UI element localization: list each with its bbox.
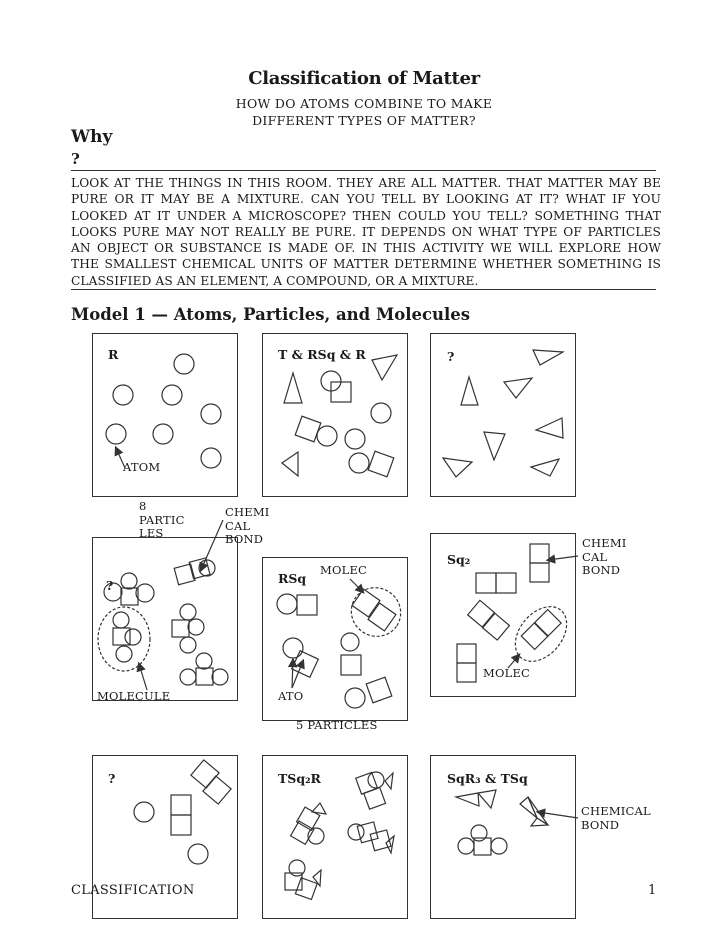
circle-shape	[116, 646, 132, 662]
chem-bond-b-line-3: BOND	[582, 563, 621, 577]
square-shape	[521, 623, 548, 650]
footer-page-number: 1	[648, 883, 657, 898]
square-shape	[534, 610, 561, 637]
eight-particles-line-3: LES	[139, 526, 164, 540]
square-shape	[476, 573, 496, 593]
square-shape	[121, 588, 138, 605]
circle-shape	[188, 844, 208, 864]
square-shape	[364, 787, 386, 809]
molecule-label: MOLECULE	[97, 689, 171, 703]
circle-shape	[201, 404, 221, 424]
chemical-bond-c-line-2: BOND	[581, 817, 620, 832]
square-shape	[530, 563, 549, 582]
panel-2-label: T & RSq & R	[278, 347, 366, 362]
circle-shape	[162, 385, 182, 405]
triangle-shape	[372, 355, 397, 380]
circle-shape	[345, 688, 365, 708]
panel-3-label: ?	[447, 349, 455, 364]
chem-bond-a-line-1: CHEMI	[225, 505, 270, 519]
square-shape	[331, 382, 351, 402]
panel-7-label: ?	[108, 771, 116, 786]
five-particles-label: 5 PARTICLES	[296, 718, 378, 732]
circle-shape	[283, 638, 303, 658]
square-shape	[292, 651, 319, 678]
panel-6-label: Sq₂	[447, 552, 471, 567]
triangle-shape	[533, 350, 563, 365]
circle-shape	[134, 802, 154, 822]
triangle-shape	[443, 458, 472, 477]
triangle-shape	[536, 418, 563, 438]
chemical-bond-c-line-1: CHEMICAL	[581, 804, 651, 818]
circle-shape	[106, 424, 126, 444]
circle-shape	[277, 594, 297, 614]
triangle-shape	[528, 797, 548, 825]
why-question: ?	[71, 150, 80, 168]
square-shape	[356, 772, 378, 794]
panel-1-label: R	[108, 347, 119, 362]
circle-shape	[180, 669, 196, 685]
square-shape	[203, 776, 231, 804]
square-shape	[457, 663, 476, 682]
triangle-shape	[531, 459, 559, 476]
triangle-shape	[484, 432, 505, 460]
square-shape	[468, 600, 495, 627]
circle-shape	[180, 604, 196, 620]
circle-shape	[345, 429, 365, 449]
molecule-outline	[505, 597, 577, 671]
square-shape	[191, 760, 219, 788]
triangle-shape	[478, 790, 496, 808]
circle-shape	[136, 584, 154, 602]
model-heading: Model 1 — Atoms, Particles, and Molecules	[71, 305, 471, 324]
circle-shape	[125, 629, 141, 645]
square-shape	[352, 589, 380, 617]
subtitle-line-2: DIFFERENT TYPES OF MATTER?	[252, 113, 476, 128]
arrow-line	[538, 812, 578, 818]
footer-section-title: CLASSIFICATION	[71, 883, 195, 898]
circle-shape	[196, 653, 212, 669]
triangle-shape	[461, 377, 478, 405]
document-title: Classification of Matter	[248, 68, 480, 89]
arrow-line	[548, 556, 578, 560]
molecule-outline	[342, 578, 410, 646]
square-shape	[297, 595, 317, 615]
molec-label-p5: MOLEC	[320, 563, 368, 577]
subtitle-line-1: HOW DO ATOMS COMBINE TO MAKE	[235, 96, 493, 111]
triangle-shape	[312, 803, 326, 814]
panel-8-label: TSq₂R	[278, 771, 321, 786]
triangle-shape	[282, 452, 298, 476]
circle-shape	[174, 354, 194, 374]
panel-5-label: RSq	[278, 571, 307, 586]
circle-shape	[371, 403, 391, 423]
square-shape	[171, 795, 191, 815]
ato-label-p5: ATO	[278, 689, 304, 703]
circle-shape	[317, 426, 337, 446]
eight-particles-line-1: 8	[139, 499, 147, 513]
square-shape	[366, 677, 392, 703]
arrow-line	[292, 660, 293, 688]
circle-shape	[491, 838, 507, 854]
square-shape	[496, 573, 516, 593]
molec-label-p6: MOLEC	[483, 666, 531, 680]
circle-shape	[341, 633, 359, 651]
arrow-line	[116, 448, 125, 468]
circle-shape	[113, 612, 129, 628]
arrow-line	[139, 664, 147, 690]
triangle-shape	[456, 793, 479, 806]
square-shape	[341, 655, 361, 675]
panel-9-label: SqR₃ & TSq	[447, 771, 528, 786]
arrow-line	[508, 655, 519, 668]
circle-shape	[153, 424, 173, 444]
square-shape	[483, 613, 510, 640]
triangle-shape	[284, 373, 302, 403]
atom-label: ATOM	[123, 460, 161, 474]
circle-shape	[104, 583, 122, 601]
why-heading: Why	[71, 127, 113, 147]
square-shape	[457, 644, 476, 663]
square-shape	[172, 620, 189, 637]
circle-shape	[349, 453, 369, 473]
eight-particles-line-2: PARTIC	[139, 512, 185, 527]
square-shape	[196, 668, 213, 685]
circle-shape	[348, 824, 364, 840]
circle-shape	[113, 385, 133, 405]
chem-bond-b-line-1: CHEMI	[582, 536, 627, 550]
circle-shape	[180, 637, 196, 653]
square-shape	[295, 878, 317, 900]
square-shape	[368, 603, 396, 631]
triangle-shape	[385, 773, 393, 789]
intro-paragraph: LOOK AT THE THINGS IN THIS ROOM. THEY ARE ALL MATTER. THAT MATTER MAY BE PURE OR IT MAY BE A MIXTURE. CAN YOU TELL BY LOOKING AT IT? WHAT IF YOU LOOKED AT IT UNDER A MICROSCOPE? THEN COULD YOU TELL? SOMETHING THAT LOOKS PURE MAY NOT REALLY BE PURE. IT DEPENDS ON WHAT TYPE OF PARTICLES AN OBJECT OR SUBSTANCE IS MADE OF. IN THIS ACTIVITY WE WILL EXPLORE HOW THE SMALLEST CHEMICAL UNITS OF MATTER DETERMINE WHETHER SOMETHING IS CLASSIFIED AS AN ELEMENT, A COMPOUND, OR A MIXTURE.	[71, 176, 661, 288]
circle-shape	[212, 669, 228, 685]
chem-bond-b-line-2: CAL	[582, 549, 608, 564]
square-shape	[368, 451, 394, 477]
triangle-shape	[520, 797, 537, 818]
panel-4-label: ?	[106, 578, 114, 593]
circle-shape	[121, 573, 137, 589]
circle-shape	[458, 838, 474, 854]
arrow-line	[350, 579, 363, 592]
triangle-shape	[504, 378, 532, 398]
chem-bond-a-line-3: BOND	[225, 532, 264, 546]
square-shape	[530, 544, 549, 563]
circle-shape	[188, 619, 204, 635]
circle-shape	[201, 448, 221, 468]
square-shape	[171, 815, 191, 835]
chem-bond-a-line-2: CAL	[225, 518, 251, 533]
